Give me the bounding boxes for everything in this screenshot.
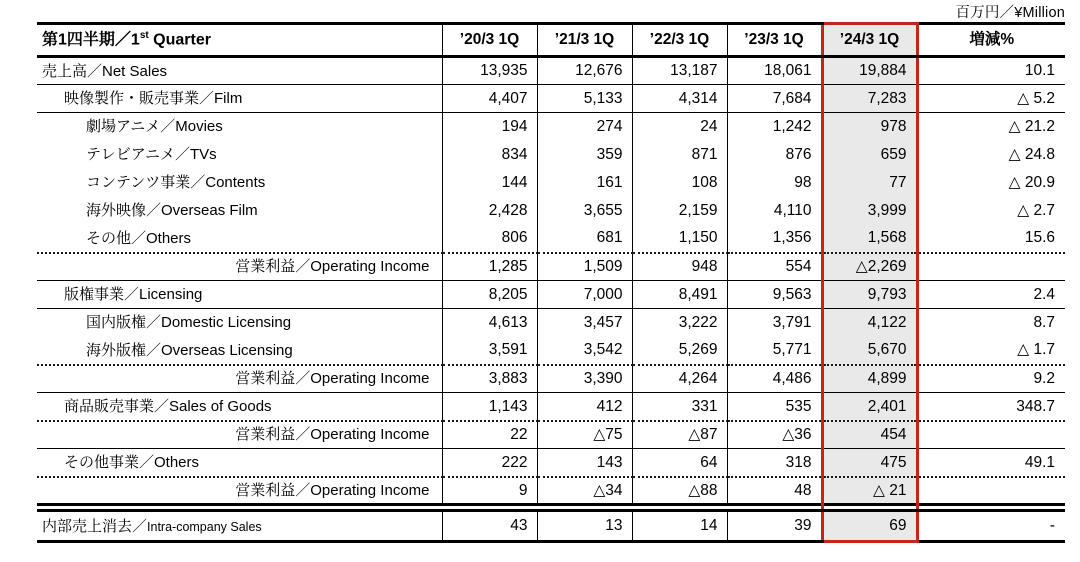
value-cell: 3,390 bbox=[537, 365, 632, 393]
row-label: コンテンツ事業／Contents bbox=[86, 174, 266, 191]
value-cell: 454 bbox=[822, 421, 917, 449]
value-cell: 18,061 bbox=[727, 57, 822, 85]
table-row bbox=[37, 253, 1065, 281]
value-cell: 412 bbox=[537, 393, 632, 421]
value-cell: 4,613 bbox=[442, 309, 537, 337]
unit-label: 百万円／¥Million bbox=[955, 5, 1065, 21]
change-pct-cell: 15.6 bbox=[917, 225, 1065, 253]
value-cell: 13,187 bbox=[632, 57, 727, 85]
header-row bbox=[37, 24, 1065, 57]
value-cell: 9,793 bbox=[822, 281, 917, 309]
value-cell: 22 bbox=[442, 421, 537, 449]
value-cell: 3,999 bbox=[822, 197, 917, 225]
value-cell: 3,883 bbox=[442, 365, 537, 393]
row-label: 営業利益／Operating Income bbox=[37, 421, 442, 449]
table-row bbox=[37, 113, 1065, 141]
value-cell: 143 bbox=[537, 449, 632, 477]
value-cell: 1,509 bbox=[537, 253, 632, 281]
header-quarter-sup: st bbox=[139, 30, 149, 42]
header-quarter-jp: 第1四半期／1 bbox=[42, 31, 140, 49]
header-quarter-label bbox=[37, 24, 442, 57]
value-cell: 12,676 bbox=[537, 57, 632, 85]
value-cell: 9 bbox=[442, 477, 537, 505]
value-cell: 9,563 bbox=[727, 281, 822, 309]
value-cell: 5,771 bbox=[727, 337, 822, 365]
value-cell: 876 bbox=[727, 141, 822, 169]
table-row bbox=[37, 169, 1065, 197]
col-header-year-2331: ’23/3 1Q bbox=[727, 24, 822, 57]
row-label: 営業利益／Operating Income bbox=[37, 365, 442, 393]
change-pct-cell: 2.4 bbox=[917, 281, 1065, 309]
value-cell: △36 bbox=[727, 421, 822, 449]
table-row bbox=[37, 141, 1065, 169]
value-cell: 4,122 bbox=[822, 309, 917, 337]
value-cell: 8,205 bbox=[442, 281, 537, 309]
value-cell: 4,314 bbox=[632, 85, 727, 113]
table-row bbox=[37, 477, 1065, 505]
col-header-year-2431: ’24/3 1Q bbox=[822, 24, 917, 57]
row-label: その他／Others bbox=[37, 225, 442, 253]
value-cell: 3,655 bbox=[537, 197, 632, 225]
change-pct-cell bbox=[917, 477, 1065, 505]
table-row bbox=[37, 309, 1065, 337]
value-cell: 834 bbox=[442, 141, 537, 169]
change-pct-cell: △ 24.8 bbox=[917, 141, 1065, 169]
row-label: 商品販売事業／Sales of Goods bbox=[37, 393, 442, 421]
value-cell: 4,407 bbox=[442, 85, 537, 113]
value-cell: 77 bbox=[822, 169, 917, 197]
change-pct-cell: 348.7 bbox=[917, 393, 1065, 421]
value-cell: 5,670 bbox=[822, 337, 917, 365]
value-cell: 274 bbox=[537, 113, 632, 141]
table-row bbox=[37, 393, 1065, 421]
value-cell: 659 bbox=[822, 141, 917, 169]
value-cell: 948 bbox=[632, 253, 727, 281]
value-cell: 2,401 bbox=[822, 393, 917, 421]
value-cell: 4,486 bbox=[727, 365, 822, 393]
value-cell: 3,591 bbox=[442, 337, 537, 365]
value-cell: 7,000 bbox=[537, 281, 632, 309]
change-pct-cell: 8.7 bbox=[917, 309, 1065, 337]
value-cell: △87 bbox=[632, 421, 727, 449]
change-pct-cell: △ 20.9 bbox=[917, 169, 1065, 197]
change-pct-cell: △ 1.7 bbox=[917, 337, 1065, 365]
footer-label-en: Intra-company Sales bbox=[147, 519, 262, 534]
header-quarter-en: Quarter bbox=[148, 31, 211, 49]
value-cell: 48 bbox=[727, 477, 822, 505]
change-pct-cell: △ 21.2 bbox=[917, 113, 1065, 141]
row-label: 国内版権／Domestic Licensing bbox=[86, 314, 292, 332]
table-body bbox=[37, 57, 1065, 542]
change-pct-cell bbox=[917, 253, 1065, 281]
col-header-year-2031: ’20/3 1Q bbox=[442, 24, 537, 57]
value-cell: 7,684 bbox=[727, 85, 822, 113]
value-cell: 64 bbox=[632, 449, 727, 477]
row-label: テレビアニメ／TVs bbox=[86, 146, 217, 163]
table-row bbox=[37, 225, 1065, 253]
value-cell: 4,264 bbox=[632, 365, 727, 393]
value-cell: 13,935 bbox=[442, 57, 537, 85]
row-label: 営業利益／Operating Income bbox=[37, 253, 442, 281]
value-cell: 108 bbox=[632, 169, 727, 197]
value-cell: 535 bbox=[727, 393, 822, 421]
table-row bbox=[37, 85, 1065, 113]
footer-row-label bbox=[37, 511, 442, 542]
value-cell: 3,222 bbox=[632, 309, 727, 337]
value-cell: 8,491 bbox=[632, 281, 727, 309]
row-label: 映像製作・販売事業／Film bbox=[37, 85, 442, 113]
footer-label-jp: 内部売上消去／ bbox=[42, 517, 148, 535]
row-label: 版権事業／Licensing bbox=[37, 281, 442, 309]
footer-value-cell: 13 bbox=[537, 511, 632, 542]
table-row bbox=[37, 337, 1065, 365]
value-cell: 359 bbox=[537, 141, 632, 169]
table-header bbox=[37, 24, 1065, 57]
value-cell: 331 bbox=[632, 393, 727, 421]
col-header-year-2131: ’21/3 1Q bbox=[537, 24, 632, 57]
value-cell: 318 bbox=[727, 449, 822, 477]
value-cell: 1,356 bbox=[727, 225, 822, 253]
value-cell: 19,884 bbox=[822, 57, 917, 85]
value-cell: 194 bbox=[442, 113, 537, 141]
row-label: 営業利益／Operating Income bbox=[235, 481, 430, 499]
change-pct-cell: 9.2 bbox=[917, 365, 1065, 393]
value-cell: △2,269 bbox=[822, 253, 917, 281]
table-row bbox=[37, 421, 1065, 449]
value-cell: 871 bbox=[632, 141, 727, 169]
value-cell: △75 bbox=[537, 421, 632, 449]
value-cell: 3,457 bbox=[537, 309, 632, 337]
value-cell: 1,242 bbox=[727, 113, 822, 141]
value-cell: 4,899 bbox=[822, 365, 917, 393]
footer-value-cell: 14 bbox=[632, 511, 727, 542]
value-cell: 2,159 bbox=[632, 197, 727, 225]
value-cell: 5,133 bbox=[537, 85, 632, 113]
row-label: その他事業／Others bbox=[37, 449, 442, 477]
col-header-year-2231: ’22/3 1Q bbox=[632, 24, 727, 57]
change-pct-cell: 49.1 bbox=[917, 449, 1065, 477]
change-pct-cell: △ 2.7 bbox=[917, 197, 1065, 225]
value-cell: 978 bbox=[822, 113, 917, 141]
change-pct-cell: 10.1 bbox=[917, 57, 1065, 85]
value-cell: 7,283 bbox=[822, 85, 917, 113]
change-pct-cell bbox=[917, 421, 1065, 449]
value-cell: 3,791 bbox=[727, 309, 822, 337]
value-cell: 1,568 bbox=[822, 225, 917, 253]
row-label: 海外映像／Overseas Film bbox=[86, 202, 258, 219]
row-label: 売上高／Net Sales bbox=[37, 57, 442, 85]
footer-row-intra-company-sales bbox=[37, 511, 1065, 542]
footer-change-pct-cell: - bbox=[917, 511, 1065, 542]
table-row bbox=[37, 449, 1065, 477]
value-cell: 144 bbox=[442, 169, 537, 197]
value-cell: 681 bbox=[537, 225, 632, 253]
row-label: 海外版権／Overseas Licensing bbox=[37, 337, 442, 365]
value-cell: 2,428 bbox=[442, 197, 537, 225]
footer-value-cell: 69 bbox=[822, 511, 917, 542]
value-cell: 5,269 bbox=[632, 337, 727, 365]
value-cell: 98 bbox=[727, 169, 822, 197]
value-cell: 806 bbox=[442, 225, 537, 253]
row-label: 劇場アニメ／Movies bbox=[86, 118, 223, 136]
value-cell: 24 bbox=[632, 113, 727, 141]
table-row bbox=[37, 281, 1065, 309]
value-cell: 3,542 bbox=[537, 337, 632, 365]
value-cell: 1,143 bbox=[442, 393, 537, 421]
table-row bbox=[37, 197, 1065, 225]
value-cell: 1,285 bbox=[442, 253, 537, 281]
footer-value-cell: 39 bbox=[727, 511, 822, 542]
value-cell: 222 bbox=[442, 449, 537, 477]
table-row bbox=[37, 365, 1065, 393]
footer-value-cell: 43 bbox=[442, 511, 537, 542]
value-cell: 1,150 bbox=[632, 225, 727, 253]
value-cell: △88 bbox=[632, 477, 727, 505]
table-row bbox=[37, 57, 1065, 85]
value-cell: 4,110 bbox=[727, 197, 822, 225]
value-cell: △34 bbox=[537, 477, 632, 505]
value-cell: 475 bbox=[822, 449, 917, 477]
value-cell: 161 bbox=[537, 169, 632, 197]
col-header-change-pct: 増減% bbox=[917, 24, 1065, 57]
value-cell: 554 bbox=[727, 253, 822, 281]
change-pct-cell: △ 5.2 bbox=[917, 85, 1065, 113]
value-cell: △ 21 bbox=[822, 477, 917, 505]
financial-table bbox=[37, 22, 1065, 543]
